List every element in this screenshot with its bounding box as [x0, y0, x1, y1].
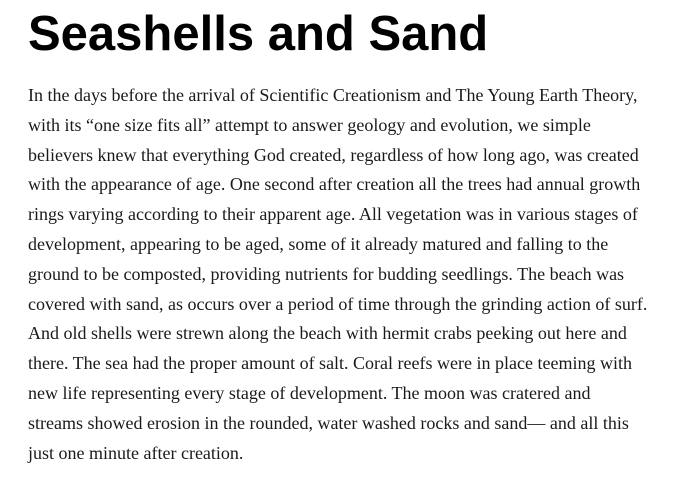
article-title: Seashells and Sand: [28, 7, 489, 61]
body-line: In the days before the arrival of Scientific Creationism and The Young Earth Theory,: [28, 85, 638, 105]
body-line: And old shells were strewn along the beach with hermit crabs peeking out here and: [28, 323, 627, 344]
body-line: with the appearance of age. One second after creation all the trees had annual growth: [28, 174, 641, 195]
body-line: new life representing every stage of development. The moon was cratered and: [28, 382, 591, 403]
body-line: streams showed erosion in the rounded, water washed rocks and sand— and all this: [28, 412, 629, 433]
body-line: ground to be composted, providing nutrients for budding seedlings. The beach was: [28, 263, 625, 284]
body-line: development, appearing to be aged, some of it already matured and falling to the: [28, 233, 609, 254]
body-line: believers knew that everything God created, regardless of how long ago, was created: [28, 144, 639, 165]
article-body: [28, 81, 678, 468]
body-line: rings varying according to their apparent age. All vegetation was in various stages of: [28, 204, 638, 225]
body-line: just one minute after creation.: [28, 442, 244, 463]
body-line: there. The sea had the proper amount of salt. Coral reefs were in place teeming with: [28, 353, 632, 374]
article: [28, 0, 678, 468]
body-line: with its “one size fits all” attempt to answer geology and evolution, we simple: [28, 114, 591, 135]
body-line: covered with sand, as occurs over a period of time through the grinding action of surf.: [28, 293, 648, 314]
